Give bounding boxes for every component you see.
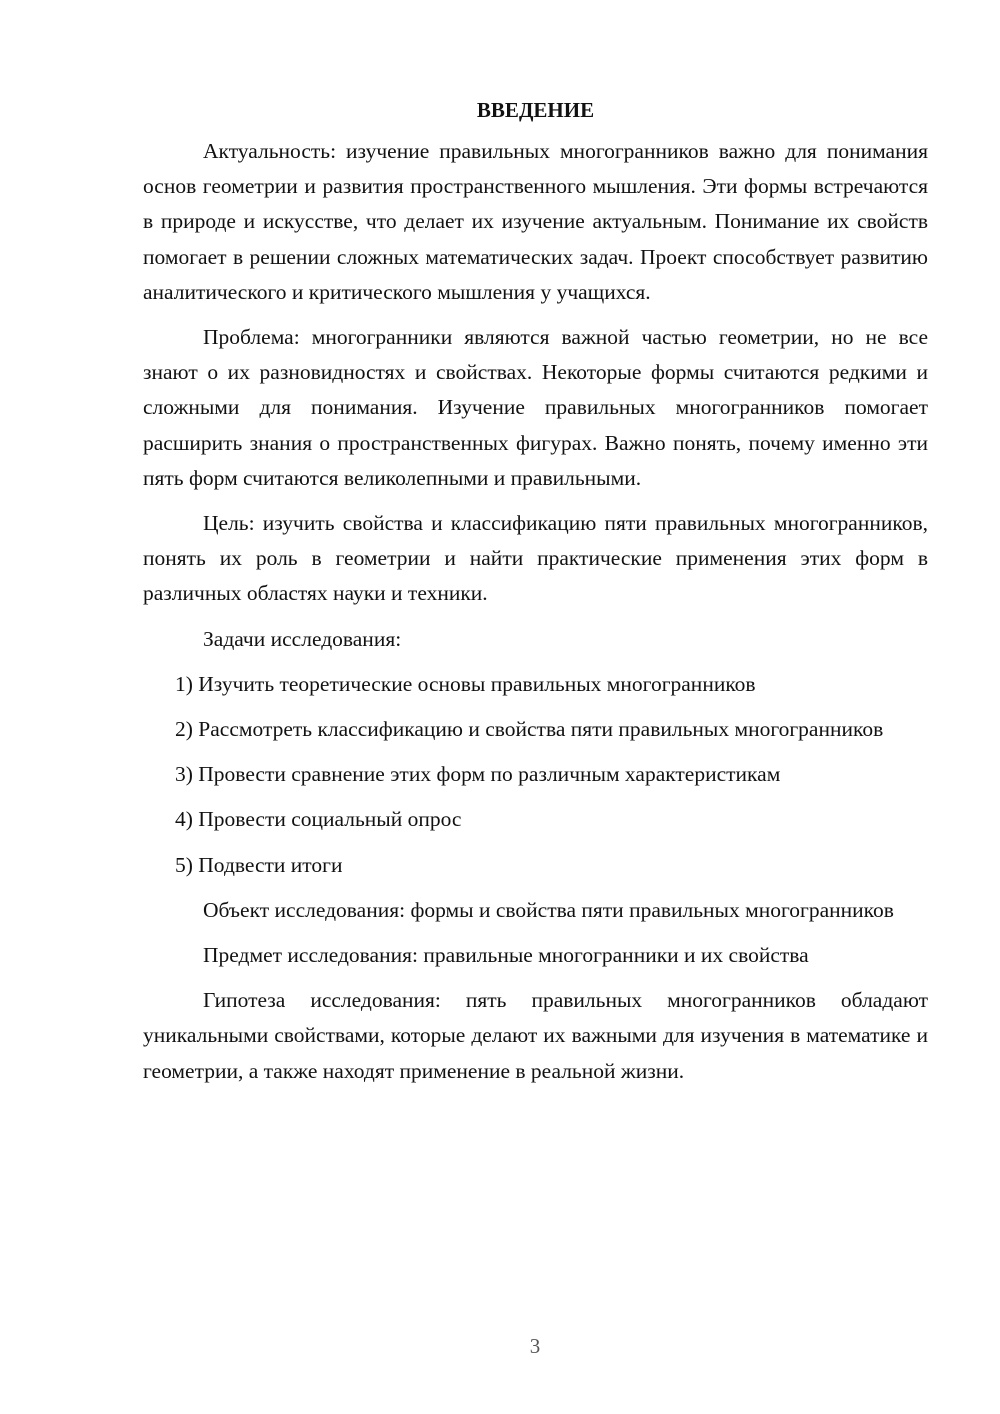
tasks-title: Задачи исследования:	[203, 626, 402, 651]
problem-paragraph: Проблема: многогранники являются важной частью геометрии, но не все знают о их разновидностях и свойствах. Некоторые формы считаются редкими и сложными для понимания. Изучение правильных многогранников помогает расширить знания о пространственных фигурах. Важно понять, почему именно эти пять форм считаются великолепными и правильными.	[143, 325, 928, 490]
page-title: ВВЕДЕНИЕ	[476, 98, 595, 122]
document-page	[143, 93, 928, 1099]
relevance-paragraph: Актуальность: изучение правильных многогранников важно для понимания основ геометрии и развития пространственного мышления. Эти формы встречаются в природе и искусстве, что делает их изучение актуальным. Понимание их свойств помогает в решении сложных математических задач. Проект способствует развитию аналитического и критического мышления у учащихся.	[143, 139, 928, 304]
page-number: 3	[529, 1334, 541, 1358]
list-item: 5) Подвести итоги	[175, 852, 343, 877]
hypothesis-paragraph: Гипотеза исследования: пять правильных многогранников обладают уникальными свойствами, которые делают их важными для изучения в математике и геометрии, а также находят применение в реальной жизни.	[143, 988, 928, 1083]
list-item: 4) Провести социальный опрос	[175, 807, 462, 832]
list-item: 2) Рассмотреть классификацию и свойства пяти правильных многогранников	[175, 717, 884, 742]
tasks-list	[143, 667, 928, 883]
goal-paragraph: Цель: изучить свойства и классификацию пяти правильных многогранников, понять их роль в геометрии и найти практические применения этих форм в различных областях науки и техники.	[143, 511, 928, 606]
list-item: 1) Изучить теоретические основы правильных многогранников	[175, 671, 756, 696]
object-paragraph: Объект исследования: формы и свойства пяти правильных многогранников	[203, 897, 894, 922]
subject-paragraph: Предмет исследования: правильные многогранники и их свойства	[203, 943, 809, 968]
list-item: 3) Провести сравнение этих форм по различным характеристикам	[175, 762, 781, 787]
